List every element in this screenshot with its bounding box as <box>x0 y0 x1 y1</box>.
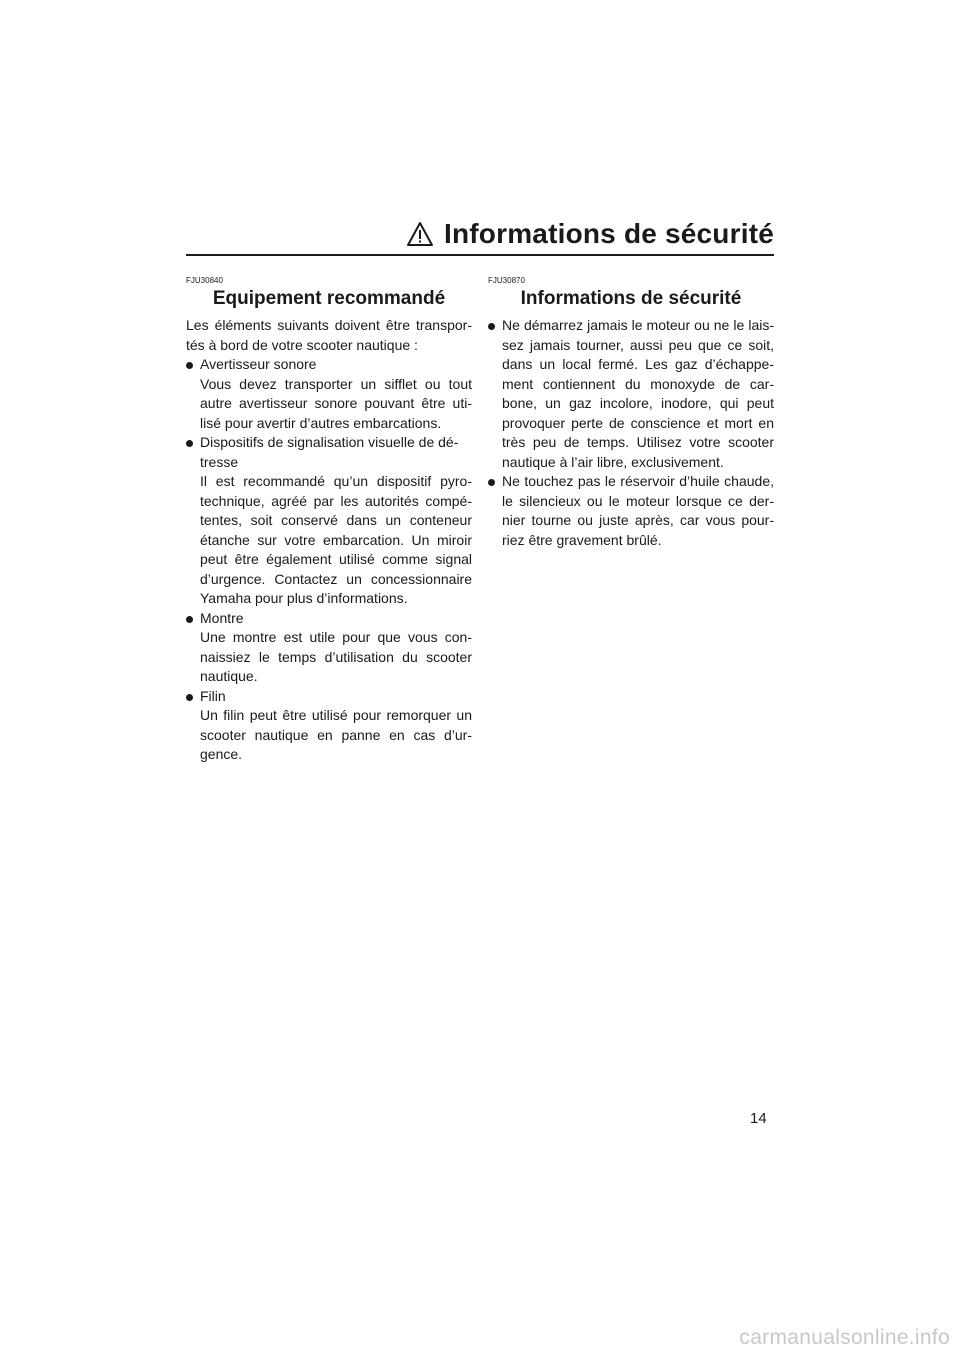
footer-watermark: carmanualsonline.info <box>739 1326 950 1349</box>
bullet-icon <box>488 323 495 330</box>
page-header-content <box>406 218 774 250</box>
list-item <box>186 609 472 687</box>
page-header <box>186 196 774 256</box>
list-item-title: Filin <box>200 687 226 704</box>
section-code: FJU30870 <box>488 276 525 285</box>
list-item-title: Dispositifs de signalisation visuelle de dé-tresse <box>200 434 459 470</box>
bullet-icon <box>186 616 193 623</box>
list-item-text: Ne démarrez jamais le moteur ou ne le lais-sez jamais tourner, aussi peu que ce soit, dans un local fermé. Les gaz d’échappe-ment contiennent du monoxyde de car-bone, un gaz incolore, inodore, qui peut provoquer perte de conscience et mort en très peu de temps. Utilisez votre scooter nautique à l’air libre, exclusivement. <box>502 317 774 470</box>
list-item <box>186 433 472 609</box>
bullet-icon <box>186 694 193 701</box>
left-column <box>186 276 472 765</box>
intro-paragraph: Les éléments suivants doivent être transpor-tés à bord de votre scooter nautique : <box>186 317 472 353</box>
bullet-icon <box>186 440 193 447</box>
list-item <box>186 355 472 433</box>
bullet-icon <box>488 479 495 486</box>
section-code: FJU30840 <box>186 276 223 285</box>
bullet-icon <box>186 362 193 369</box>
list-item <box>186 687 472 765</box>
list-item <box>488 472 774 550</box>
list-item-title: Montre <box>200 609 244 626</box>
list-item-text: Une montre est utile pour que vous con-naissiez le temps d’utilisation du scooter nautique. <box>200 629 472 684</box>
right-column <box>488 276 774 550</box>
warning-triangle-icon <box>406 221 434 247</box>
list-item-text: Ne touchez pas le réservoir d’huile chaude, le silencieux ou le moteur lorsque ce der-nier tourne ou juste après, car vous pour-riez être gravement brûlé. <box>502 473 774 548</box>
section-title: Equipement recommandé <box>212 288 446 309</box>
page-number: 14 <box>750 1110 767 1127</box>
list-item-text: Vous devez transporter un sifflet ou tout autre avertisseur sonore pouvant être uti-lisé pour avertir d’autres embarcations. <box>200 375 472 431</box>
list-item-title: Avertisseur sonore <box>200 356 317 372</box>
list-item <box>488 316 774 472</box>
section-title: Informations de sécurité <box>520 288 742 309</box>
list-item-text: Un filin peut être utilisé pour remorquer un scooter nautique en panne en cas d’ur-gence. <box>200 707 472 762</box>
page-title: Informations de sécurité <box>444 218 774 249</box>
list-item-text: Il est recommandé qu’un dispositif pyro-technique, agréé par les autorités compé-tentes, soit conservé dans un conteneur étanche sur votre embarcation. Un miroir peut être également utilisé comme signal d’urgence. Contactez un concessionnaire Yamaha pour plus d’informations. <box>200 473 472 606</box>
